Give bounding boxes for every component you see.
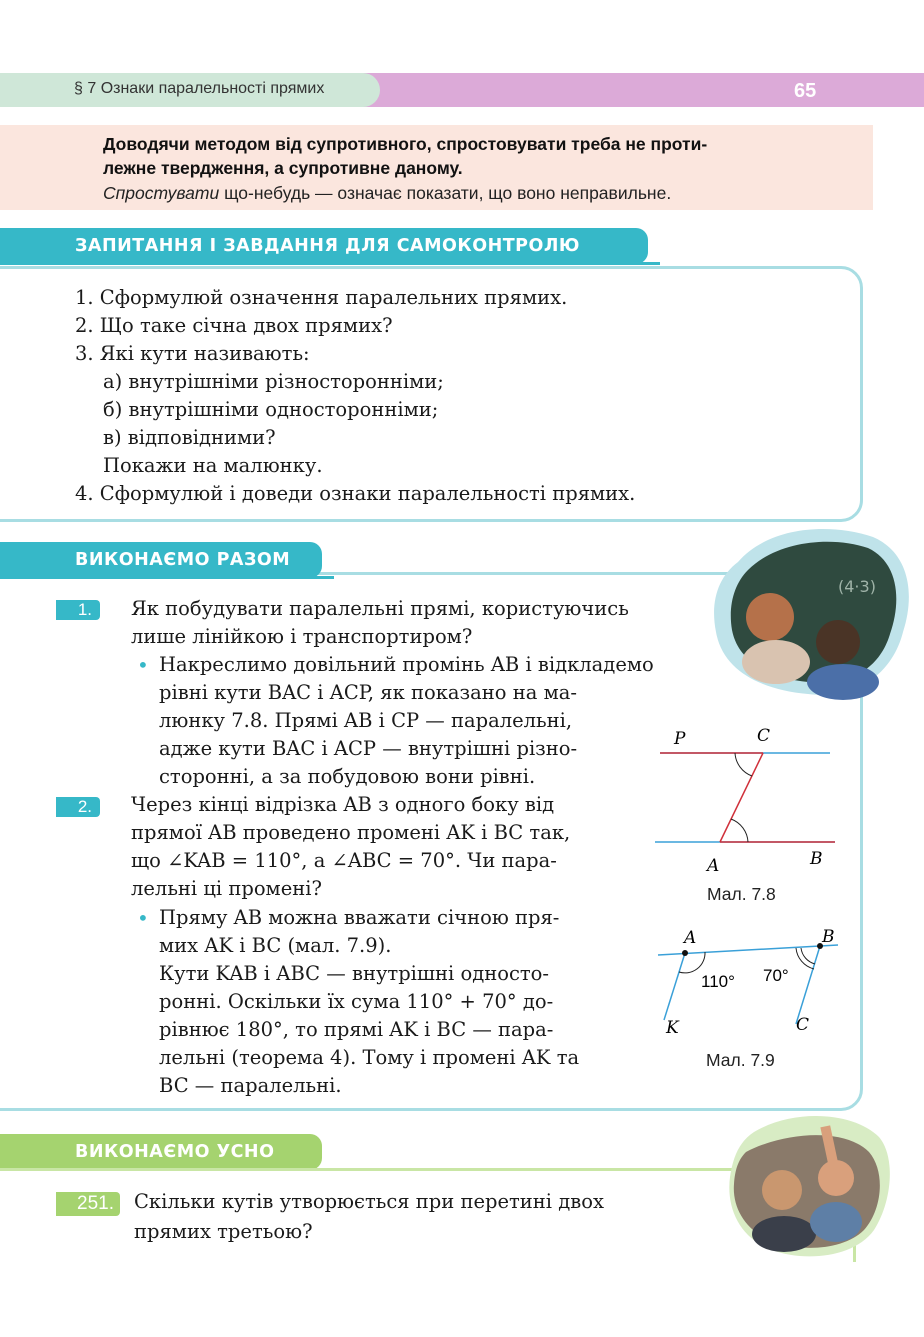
label-b: B: [810, 849, 823, 869]
question-3-note: Покажи на малюнку.: [103, 454, 323, 477]
segment-ac: [720, 753, 763, 842]
angle-arc-abc-inner: [801, 948, 815, 964]
task-2-question-line-3: що ∠KAB = 110°, а ∠ABC = 70°. Чи пара-: [131, 849, 557, 872]
task-1-badge: 1.: [56, 600, 100, 620]
task-2-question-line-2: прямої AB проведено промені AK і BC так,: [131, 821, 571, 844]
section-title: § 7 Ознаки паралельності прямих: [74, 80, 325, 97]
exercise-251-line-2: прямих третьою?: [134, 1220, 313, 1243]
label-a: A: [707, 856, 720, 876]
figure-7-8-caption: Мал. 7.8: [707, 884, 776, 904]
exercise-251-badge: 251.: [56, 1192, 120, 1216]
task-1-question-line-2: лише лінійкою і транспортиром?: [131, 625, 473, 648]
together-title: ВИКОНАЄМО РАЗОМ: [75, 550, 291, 570]
together-header-line: [0, 576, 334, 579]
note-definition: що-небудь — означає показати, що воно неправильне.: [219, 183, 672, 203]
task-1-answer-line-5: сторонні, а за побудовою вони рівні.: [159, 765, 536, 788]
page-number: 65: [794, 80, 817, 102]
bullet-icon: •: [137, 653, 149, 677]
label-c: C: [796, 1015, 810, 1035]
question-3a: а) внутрішніми різносторонніми;: [103, 370, 444, 393]
task-2-answer-line-2: мих AK і BC (мал. 7.9).: [159, 934, 392, 957]
label-p: P: [674, 729, 686, 749]
task-2-badge: 2.: [56, 797, 100, 817]
bullet-icon: •: [137, 906, 149, 930]
task-2-answer-line-7: BC — паралельні.: [159, 1074, 342, 1097]
task-2-answer-line-6: лельні (теорема 4). Тому і промені AK та: [159, 1046, 580, 1069]
note-term: Спростувати: [103, 183, 220, 203]
point-a: [682, 950, 688, 956]
note-line-3: [103, 183, 671, 204]
figure-7-9: [650, 920, 850, 1045]
oral-header-line: [0, 1168, 762, 1171]
oral-title: ВИКОНАЄМО УСНО: [75, 1142, 275, 1162]
task-2-answer-line-4: ронні. Оскільки їх сума 110° + 70° до-: [159, 990, 554, 1013]
self-check-header-line: [0, 262, 660, 265]
task-2-answer-line-3: Кути KAB і ABC — внутрішні односто-: [159, 962, 549, 985]
label-a: A: [684, 928, 697, 948]
question-3c: в) відповідними?: [103, 426, 276, 449]
ray-ak: [664, 953, 685, 1020]
angle-label-70: 70°: [763, 966, 789, 985]
exercise-251-line-1: Скільки кутів утворюється при перетині двох: [134, 1190, 604, 1213]
angle-label-110: 110°: [701, 972, 735, 991]
students-photo: [724, 1112, 894, 1262]
figure-7-8: [650, 720, 840, 880]
question-4: 4. Сформулюй і доведи ознаки паралельності прямих.: [75, 482, 636, 505]
teacher-photo: [708, 522, 918, 702]
angle-arc-abc: [796, 948, 814, 969]
figure-7-9-caption: Мал. 7.9: [706, 1050, 775, 1070]
angle-arc-bac: [731, 819, 748, 842]
question-3b: б) внутрішніми односторонніми;: [103, 398, 439, 421]
note-line-1: Доводячи методом від супротивного, спростовувати треба не проти-: [103, 134, 708, 154]
task-1-answer-line-2: рівні кути BAC і ACP, як показано на ма-: [159, 681, 577, 704]
question-1: 1. Сформулюй означення паралельних прямих.: [75, 286, 568, 309]
label-c: C: [757, 726, 771, 746]
note-line-2: лежне твердження, а супротивне даному.: [103, 158, 463, 178]
question-3: 3. Які кути називають:: [75, 342, 310, 365]
task-1-answer-line-3: люнку 7.8. Прямі AB і CP — паралельні,: [159, 709, 573, 732]
task-1-answer-line-1: Накреслимо довільний промінь AB і відкладемо: [159, 653, 654, 676]
task-2-question-line-4: лельні ці промені?: [131, 877, 322, 900]
self-check-title: ЗАПИТАННЯ І ЗАВДАННЯ ДЛЯ САМОКОНТРОЛЮ: [75, 236, 580, 256]
angle-arc-acp: [735, 753, 752, 776]
label-b: B: [822, 927, 835, 947]
task-1-answer-line-4: адже кути BAC і ACP — внутрішні різно-: [159, 737, 578, 760]
svg-text:(4·3): (4·3): [838, 577, 876, 596]
task-2-answer-line-5: рівнює 180°, то прямі AK і BC — пара-: [159, 1018, 554, 1041]
task-2-answer-line-1: Пряму AB можна вважати січною пря-: [159, 906, 560, 929]
task-1-question-line-1: Як побудувати паралельні прямі, користуючись: [131, 597, 629, 620]
label-k: K: [666, 1018, 679, 1038]
task-2-question-line-1: Через кінці відрізка AB з одного боку від: [131, 793, 555, 816]
question-2: 2. Що таке січна двох прямих?: [75, 314, 393, 337]
header-bar: [350, 73, 924, 107]
